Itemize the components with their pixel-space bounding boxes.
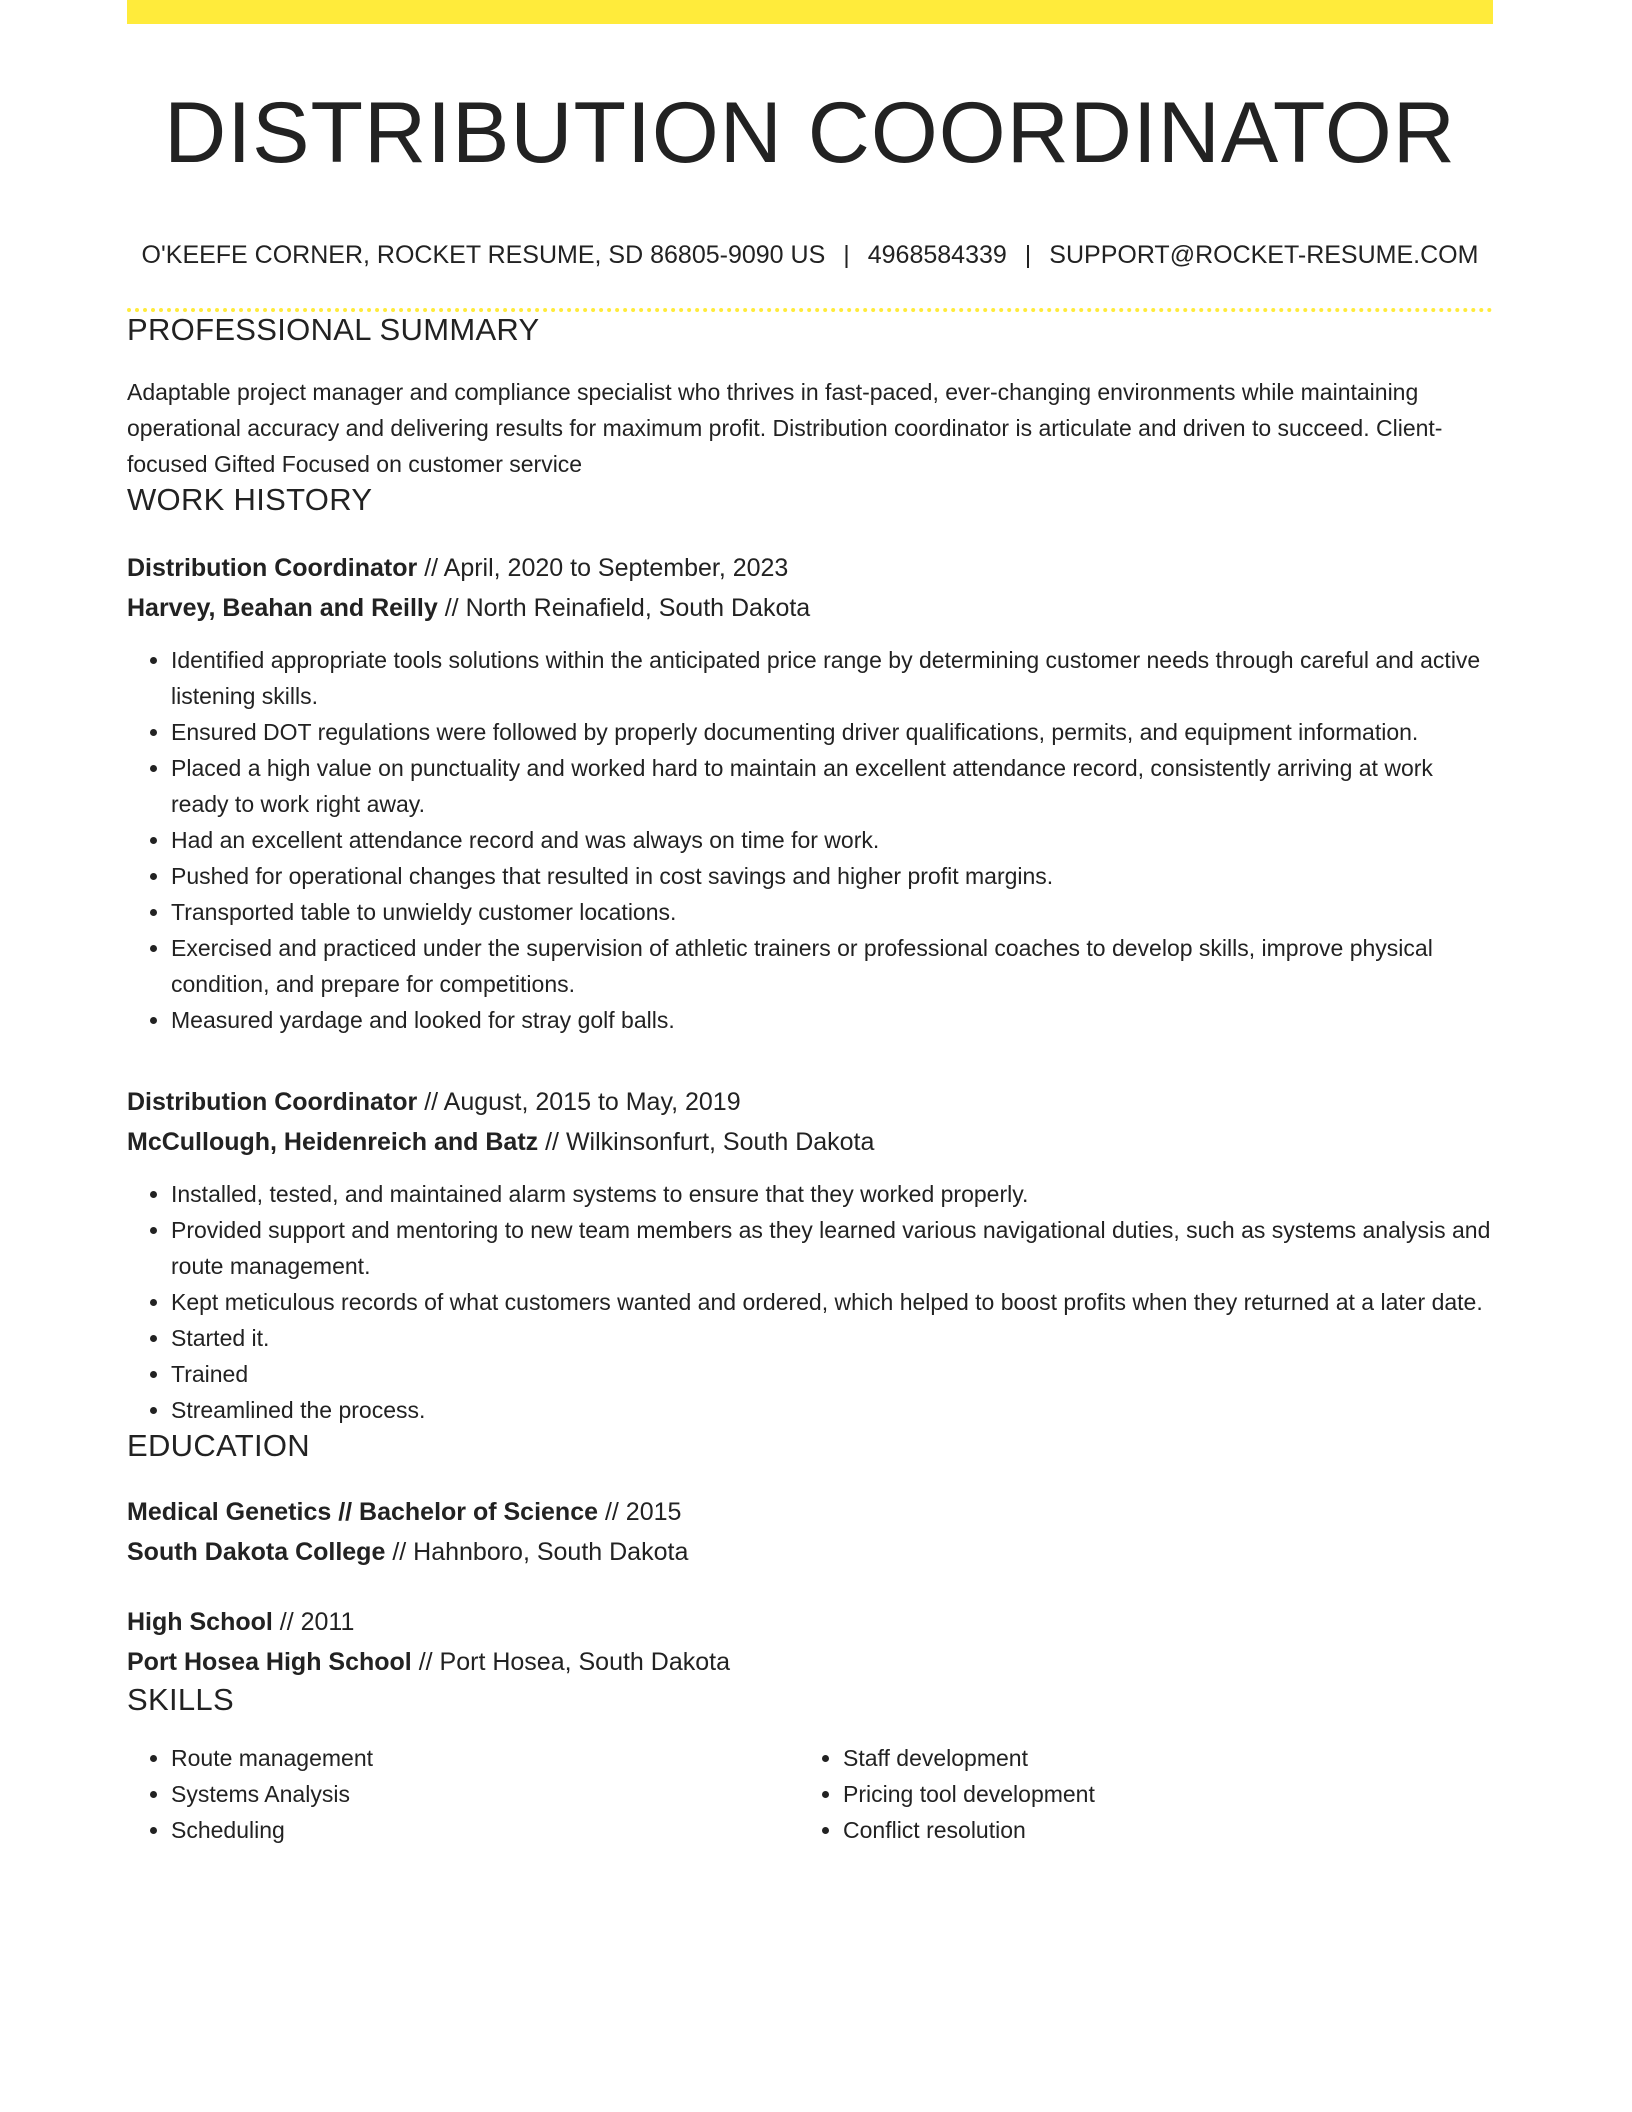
education-heading: EDUCATION — [127, 1427, 310, 1463]
education-degree: High School — [127, 1607, 273, 1636]
contact-email: SUPPORT@ROCKET-RESUME.COM — [1049, 240, 1479, 269]
work-history-heading: WORK HISTORY — [127, 481, 373, 517]
job-bullets — [127, 1176, 1493, 1428]
job-title-line — [127, 1082, 1493, 1122]
skills-column-left — [127, 1740, 799, 1848]
job-company: Harvey, Beahan and Reilly — [127, 593, 438, 622]
list-item: • Kept meticulous records of what customers wanted and ordered, which helped to boost profits when they returned at a later date. — [171, 1284, 1493, 1320]
list-item: • Identified appropriate tools solutions within the anticipated price range by determining customer needs through careful and active listening skills. — [171, 642, 1493, 714]
contact-separator: | — [843, 240, 850, 269]
job-bullets — [127, 642, 1493, 1038]
list-item: • Pushed for operational changes that resulted in cost savings and higher profit margins. — [171, 858, 1493, 894]
top-accent-bar — [127, 0, 1493, 24]
job-entry — [127, 1082, 1493, 1428]
education-location: // Port Hosea, South Dakota — [411, 1647, 730, 1676]
list-item: • Placed a high value on punctuality and worked hard to maintain an excellent attendance record, consistently arriving at work ready to work right away. — [171, 750, 1493, 822]
education-school: South Dakota College — [127, 1537, 386, 1566]
job-dates: // August, 2015 to May, 2019 — [417, 1087, 741, 1116]
skill-item: • Conflict resolution — [843, 1812, 1471, 1848]
skills-heading: SKILLS — [127, 1681, 234, 1717]
job-title: Distribution Coordinator — [127, 1087, 418, 1116]
resume-title: DISTRIBUTION COORDINATOR — [164, 85, 1456, 181]
list-item: • Had an excellent attendance record and was always on time for work. — [171, 822, 1493, 858]
job-company: McCullough, Heidenreich and Batz — [127, 1127, 539, 1156]
skill-item: • Pricing tool development — [843, 1776, 1471, 1812]
list-item: • Started it. — [171, 1320, 1493, 1356]
job-title: Distribution Coordinator — [127, 553, 418, 582]
contact-address: O'KEEFE CORNER, ROCKET RESUME, SD 86805-9090 US — [141, 240, 826, 269]
job-location: // Wilkinsonfurt, South Dakota — [538, 1127, 875, 1156]
education-school-line — [127, 1642, 1493, 1682]
job-location: // North Reinafield, South Dakota — [437, 593, 811, 622]
contact-phone: 4968584339 — [867, 240, 1007, 269]
list-item: • Measured yardage and looked for stray golf balls. — [171, 1002, 1493, 1038]
skill-item: • Staff development — [843, 1740, 1471, 1776]
education-year: // 2011 — [272, 1607, 355, 1636]
skill-item: • Systems Analysis — [171, 1776, 799, 1812]
skill-item: • Scheduling — [171, 1812, 799, 1848]
list-item: • Installed, tested, and maintained alarm systems to ensure that they worked properly. — [171, 1176, 1493, 1212]
summary-text: Adaptable project manager and compliance specialist who thrives in fast-paced, ever-changing environments while maintaining operational accuracy and delivering results for maximum profit. Distribution coordinator is articulate and driven to succeed. Client-focused Gifted Focused on customer service — [127, 378, 1443, 477]
list-item: • Ensured DOT regulations were followed by properly documenting driver qualifications, permits, and equipment information. — [171, 714, 1493, 750]
contact-separator: | — [1024, 240, 1032, 269]
list-item: • Exercised and practiced under the supervision of athletic trainers or professional coaches to develop skills, improve physical condition, and prepare for competitions. — [171, 930, 1493, 1002]
education-entry — [127, 1602, 1493, 1682]
contact-line — [127, 241, 1493, 270]
list-item: • Trained — [171, 1356, 1493, 1392]
list-item: • Transported table to unwieldy customer locations. — [171, 894, 1493, 930]
education-degree: Medical Genetics // Bachelor of Science — [127, 1497, 599, 1526]
education-degree-line — [127, 1492, 1493, 1532]
summary-heading: PROFESSIONAL SUMMARY — [127, 311, 540, 347]
education-entry — [127, 1492, 1493, 1572]
job-dates: // April, 2020 to September, 2023 — [417, 553, 789, 582]
skills-column-right — [799, 1740, 1471, 1848]
education-school-line — [127, 1532, 1493, 1572]
list-item: • Provided support and mentoring to new team members as they learned various navigational duties, such as systems analysis and route management. — [171, 1212, 1493, 1284]
job-entry — [127, 548, 1493, 1038]
job-title-line — [127, 548, 1493, 588]
education-location: // Hahnboro, South Dakota — [385, 1537, 689, 1566]
education-degree-line — [127, 1602, 1493, 1642]
job-company-line — [127, 588, 1493, 628]
skills-grid — [127, 1740, 1493, 1848]
education-year: // 2015 — [598, 1497, 682, 1526]
skill-item: • Route management — [171, 1740, 799, 1776]
education-school: Port Hosea High School — [127, 1647, 412, 1676]
job-company-line — [127, 1122, 1493, 1162]
resume-page — [127, 0, 1493, 1848]
list-item: • Streamlined the process. — [171, 1392, 1493, 1428]
